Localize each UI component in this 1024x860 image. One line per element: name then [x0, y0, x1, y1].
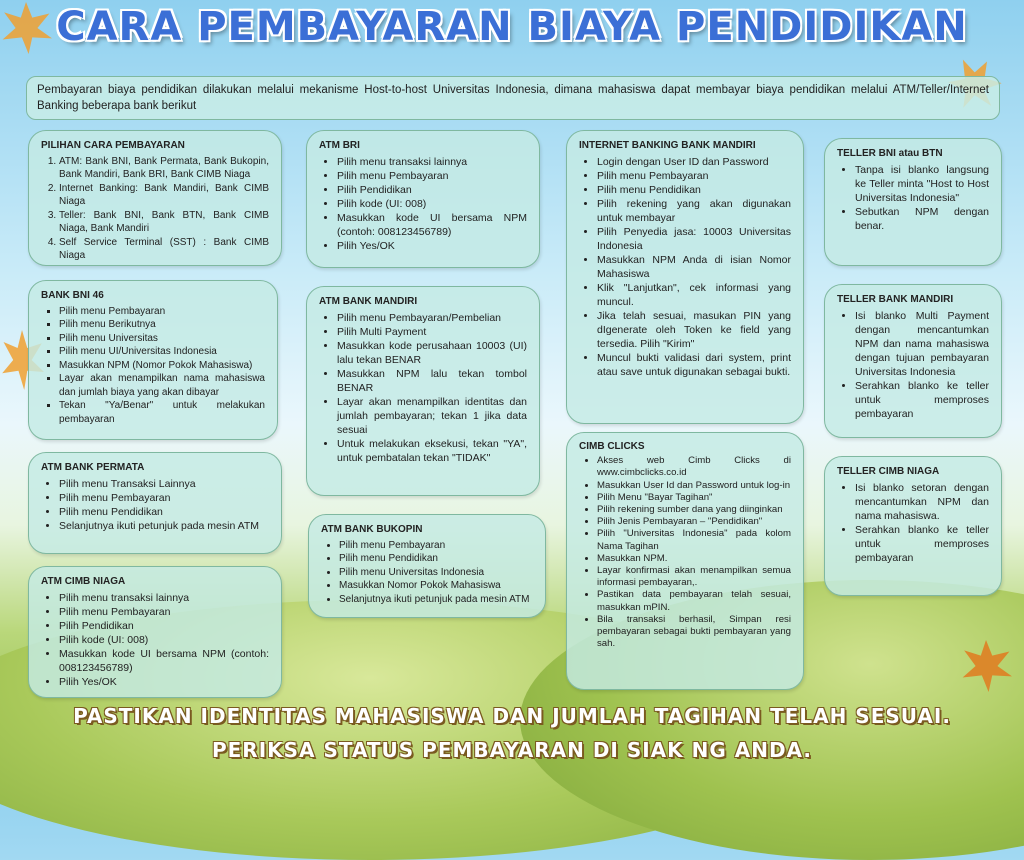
list-item: • Serahkan blanko ke teller untuk memproses pembayaran	[855, 523, 989, 565]
list-item: • Pastikan data pembayaran telah sesuai, masukkan mPIN.	[597, 589, 791, 613]
list-item: ▪ Pilih menu Pembayaran	[59, 305, 265, 319]
box-title: TELLER BNI atau BTN	[837, 148, 943, 159]
atm-bank-bukopin-box	[308, 514, 546, 618]
box-title: ATM BANK BUKOPIN	[321, 524, 423, 535]
list-item: • Pilih Jenis Pembayaran – "Pendidikan"	[597, 516, 791, 528]
list-item: • Isi blanko Multi Payment dengan mencantumkan NPM dan nama mahasiswa dengan tujuan pembayaran Universitas Indonesia	[855, 309, 989, 379]
list-item: • Pilih menu Pembayaran	[597, 169, 791, 183]
list-item: 4. Self Service Terminal (SST) : Bank CIMB Niaga	[59, 236, 269, 263]
list-item: • Pilih menu transaksi lainnya	[59, 591, 269, 605]
box-title: ATM BANK PERMATA	[41, 462, 145, 473]
list-item: • Pilih menu Pembayaran	[337, 169, 527, 183]
footer-line-2: PERIKSA STATUS PEMBAYARAN DI SIAK NG ANDA.	[211, 738, 812, 762]
list-item: • Pilih "Universitas Indonesia" pada kolom Nama Tagihan	[597, 528, 791, 552]
list-item: • Untuk melakukan eksekusi, tekan "YA", untuk pembatalan tekan "TIDAK"	[337, 437, 527, 465]
list-item: 2. Internet Banking: Bank Mandiri, Bank CIMB Niaga	[59, 182, 269, 209]
list-item: • Pilih menu Universitas Indonesia	[339, 566, 533, 580]
list-item: • Serahkan blanko ke teller untuk memproses pembayaran	[855, 379, 989, 421]
list-item: • Pilih Yes/OK	[337, 239, 527, 253]
box-title: ATM BANK MANDIRI	[319, 296, 418, 307]
list-item: • Sebutkan NPM dengan benar.	[855, 205, 989, 233]
list-item: • Masukkan kode UI bersama NPM (contoh: 008123456789)	[59, 647, 269, 675]
list-item: • Pilih menu Pendidikan	[339, 552, 533, 566]
list-item: • Layar konfirmasi akan menampilkan semua informasi pembayaran,.	[597, 565, 791, 589]
list-item: ▪ Tekan "Ya/Benar" untuk melakukan pembayaran	[59, 399, 265, 426]
box-list	[837, 163, 989, 233]
list-item: • Pilih menu Transaksi Lainnya	[59, 477, 269, 491]
list-item: • Masukkan kode perusahaan 10003 (UI) lalu tekan BENAR	[337, 339, 527, 367]
list-item: • Pilih rekening sumber dana yang diinginkan	[597, 504, 791, 516]
list-item: • Pilih Menu "Bayar Tagihan"	[597, 492, 791, 504]
list-item: ▪ Masukkan NPM (Nomor Pokok Mahasiswa)	[59, 359, 265, 373]
box-list	[837, 481, 989, 565]
list-item: • Masukkan kode UI bersama NPM (contoh: 008123456789)	[337, 211, 527, 239]
page-title: CARA PEMBAYARAN BIAYA PENDIDIKAN	[56, 4, 968, 50]
list-item: • Pilih Multi Payment	[337, 325, 527, 339]
intro-text: Pembayaran biaya pendidikan dilakukan melalui mekanisme Host-to-host Universitas Indonesia, dimana mahasiswa dapat membayar biaya pendidikan melalui ATM/Teller/Internet Banking beberapa bank berikut	[26, 76, 1000, 120]
list-item: • Pilih menu Pendidikan	[59, 505, 269, 519]
box-title: ATM BRI	[319, 140, 360, 151]
atm-cimb-niaga-box	[28, 566, 282, 698]
box-list	[321, 539, 533, 607]
list-item: • Pilih kode (UI: 008)	[59, 633, 269, 647]
list-item: • Tanpa isi blanko langsung ke Teller minta "Host to Host Universitas Indonesia"	[855, 163, 989, 205]
list-item: • Pilih menu Pembayaran	[339, 539, 533, 553]
list-item: • Pilih menu Pendidikan	[597, 183, 791, 197]
list-item: • Masukkan User Id dan Password untuk log-in	[597, 480, 791, 492]
list-item: • Bila transaksi berhasil, Simpan resi pembayaran sebagai bukti pembayaran yang sah.	[597, 614, 791, 651]
cimb-clicks-box	[566, 432, 804, 690]
list-item: • Pilih Yes/OK	[59, 675, 269, 689]
internet-banking-mandiri-box	[566, 130, 804, 424]
box-list	[41, 591, 269, 689]
list-item: • Muncul bukti validasi dari system, print atau save untuk digunakan sebagai bukti.	[597, 351, 791, 379]
list-item: 1. ATM: Bank BNI, Bank Permata, Bank Bukopin, Bank Mandiri, Bank BRI, Bank CIMB Niaga	[59, 155, 269, 182]
list-item: • Pilih menu Pembayaran	[59, 605, 269, 619]
atm-bank-permata-box	[28, 452, 282, 554]
list-item: • Masukkan Nomor Pokok Mahasiswa	[339, 579, 533, 593]
box-list	[41, 305, 265, 427]
box-list	[319, 155, 527, 253]
bank-bni46-box	[28, 280, 278, 440]
teller-bank-mandiri-box	[824, 284, 1002, 438]
box-title: INTERNET BANKING BANK MANDIRI	[579, 140, 756, 151]
box-list	[41, 155, 269, 263]
box-list	[579, 455, 791, 650]
list-item: • Masukkan NPM.	[597, 553, 791, 565]
atm-bri-box	[306, 130, 540, 268]
teller-bni-btn-box	[824, 138, 1002, 266]
box-title: ATM CIMB NIAGA	[41, 576, 126, 587]
box-title: TELLER BANK MANDIRI	[837, 294, 954, 305]
atm-bank-mandiri-box	[306, 286, 540, 496]
list-item: ▪ Pilih menu Universitas	[59, 332, 265, 346]
list-item: ▪ Layar akan menampilkan nama mahasiswa dan jumlah biaya yang akan dibayar	[59, 372, 265, 399]
list-item: • Jika telah sesuai, masukan PIN yang dIgenerate oleh Token ke field yang tersedia. Pilih "Kirim"	[597, 309, 791, 351]
box-list	[579, 155, 791, 379]
list-item: • Pilih rekening yang akan digunakan untuk membayar	[597, 197, 791, 225]
box-list	[319, 311, 527, 465]
list-item: • Layar akan menampilkan identitas dan jumlah pembayaran; tekan 1 jika data sesuai	[337, 395, 527, 437]
box-title: BANK BNI 46	[41, 290, 104, 301]
list-item: 3. Teller: Bank BNI, Bank BTN, Bank CIMB Niaga, Bank Mandiri	[59, 209, 269, 236]
list-item: ▪ Pilih menu UI/Universitas Indonesia	[59, 345, 265, 359]
box-list	[41, 477, 269, 533]
pilihan-cara-pembayaran-box	[28, 130, 282, 266]
list-item: • Pilih menu transaksi lainnya	[337, 155, 527, 169]
footer-line-1: PASTIKAN IDENTITAS MAHASISWA DAN JUMLAH TAGIHAN TELAH SESUAI.	[73, 704, 951, 728]
list-item: • Pilih menu Pembayaran/Pembelian	[337, 311, 527, 325]
list-item: • Pilih kode (UI: 008)	[337, 197, 527, 211]
list-item: • Klik "Lanjutkan", cek informasi yang muncul.	[597, 281, 791, 309]
list-item: • Pilih Penyedia jasa: 10003 Universitas Indonesia	[597, 225, 791, 253]
list-item: • Masukkan NPM lalu tekan tombol BENAR	[337, 367, 527, 395]
box-title: TELLER CIMB NIAGA	[837, 466, 940, 477]
list-item: • Akses web Cimb Clicks di www.cimbclicks.co.id	[597, 455, 791, 479]
list-item: • Masukkan NPM Anda di isian Nomor Mahasiswa	[597, 253, 791, 281]
teller-cimb-niaga-box	[824, 456, 1002, 596]
box-title: CIMB CLICKS	[579, 441, 645, 452]
box-list	[837, 309, 989, 421]
list-item: • Login dengan User ID dan Password	[597, 155, 791, 169]
list-item: • Pilih menu Pembayaran	[59, 491, 269, 505]
list-item: • Isi blanko setoran dengan mencantumkan NPM dan nama mahasiswa.	[855, 481, 989, 523]
list-item: • Selanjutnya ikuti petunjuk pada mesin ATM	[59, 519, 269, 533]
list-item: • Pilih Pendidikan	[59, 619, 269, 633]
list-item: ▪ Pilih menu Berikutnya	[59, 318, 265, 332]
box-title: PILIHAN CARA PEMBAYARAN	[41, 140, 185, 151]
list-item: • Selanjutnya ikuti petunjuk pada mesin ATM	[339, 593, 533, 607]
list-item: • Pilih Pendidikan	[337, 183, 527, 197]
